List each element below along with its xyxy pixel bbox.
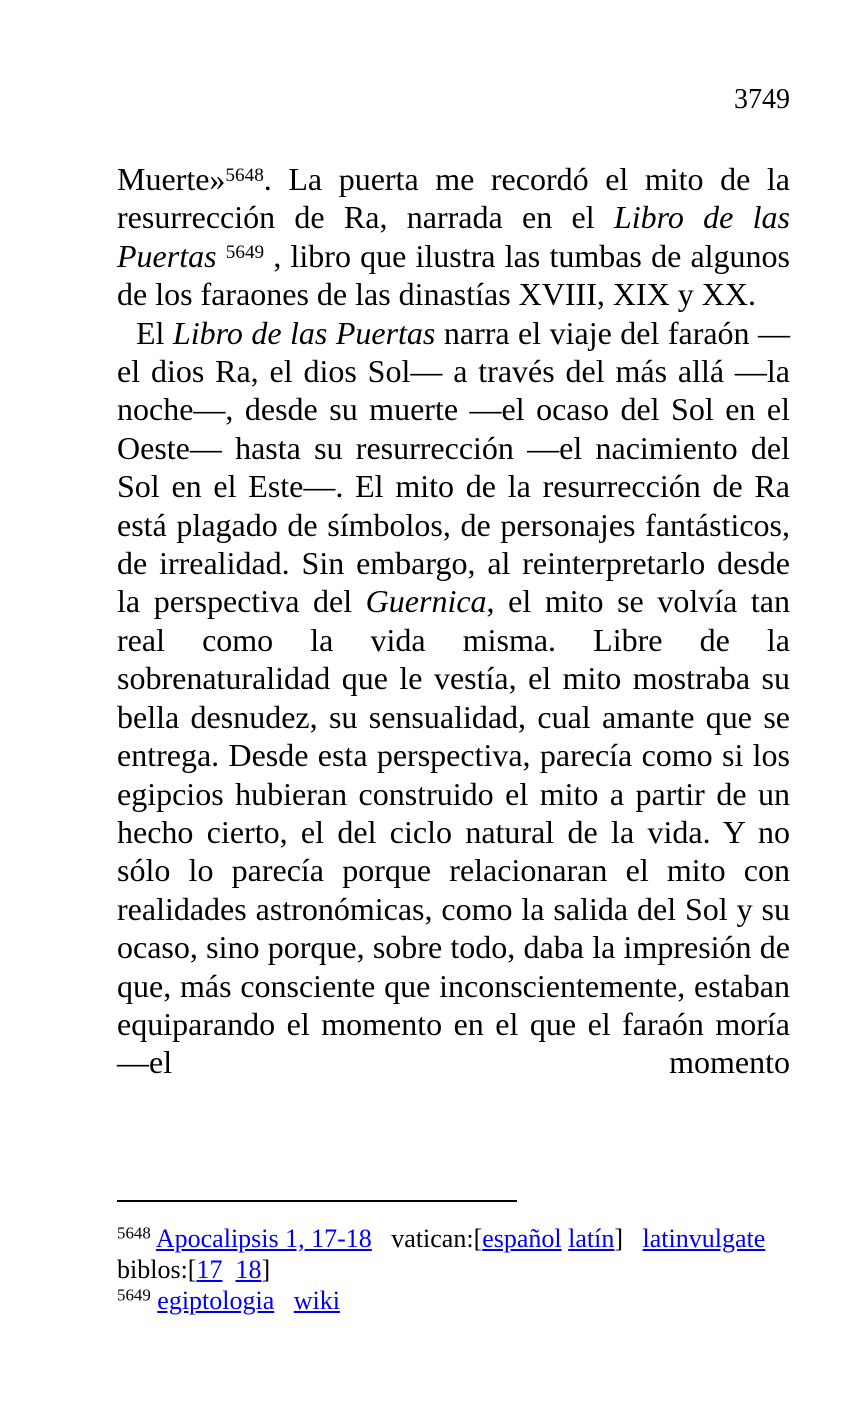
footnotes-section — [117, 1200, 790, 1316]
text-run: Muerte» — [117, 161, 226, 197]
text-run: El — [136, 314, 173, 351]
vatican-latin-link[interactable]: latín — [568, 1224, 615, 1253]
footnote — [117, 1285, 790, 1316]
text-run: biblos:[ — [117, 1255, 197, 1284]
text-run: , el mito se volvía tan real como la vida misma. Libre de la sobrenaturalidad que le vestía, el mito mostraba su bella desnudez, su sensualidad, cual amante que se entrega. Desde esta perspectiva, parecía como si los egipcios hubieran construido el mito a partir de un hecho cierto, el del ciclo natural de la vida. Y no sólo lo parecía porque relacionaran el mito con realidades astronómicas, como la salida del Sol y su ocaso, sino porque, sobre todo, daba la impresión de que, más consciente que inconscientemente, estaban equiparando el momento en el que el faraón moría —el momento — [117, 583, 790, 1081]
body-text — [117, 160, 790, 1082]
footnote-marker: 5648 — [117, 1223, 151, 1243]
wiki-link[interactable]: wiki — [293, 1286, 340, 1315]
text-run: narra el viaje del faraón —el dios Ra, el dios Sol— a través del más allá —la noche—, desde su muerte —el ocaso del Sol en el Oeste— hasta su resurrección —el nacimiento del Sol en el Este—. El mito de la resurrección de Ra está plagado de símbolos, de personajes fantásticos, de irrealidad. Sin embargo, al reinterpretarlo desde la perspectiva del — [117, 314, 791, 620]
paragraph — [117, 314, 790, 1082]
text-run: Libro de las Puertas — [172, 314, 436, 351]
text-run: . La puerta me recordó el mito de la resurrección de Ra, narrada en el — [117, 161, 790, 236]
footnote — [117, 1223, 790, 1285]
footnote-ref-superscript: 5648 — [225, 164, 264, 186]
footnote-ref-superscript: 5649 — [225, 241, 265, 263]
paragraph — [117, 160, 790, 314]
footnote-marker: 5649 — [117, 1285, 151, 1305]
text-run: Libro de las Puertas — [117, 199, 791, 274]
biblos-18-link[interactable]: 18 — [235, 1255, 262, 1284]
text-run: Guernica — [365, 583, 487, 620]
page-number: 3749 — [734, 84, 790, 115]
text-run: , libro que ilustra las tumbas de algunos de los faraones de las dinastías XVIII, XIX y XX. — [117, 237, 791, 313]
footnote-separator-rule — [117, 1200, 517, 1202]
apocalipsis-link[interactable]: Apocalipsis 1, 17-18 — [155, 1224, 372, 1253]
footnotes-list — [117, 1223, 790, 1316]
vatican-espanol-link[interactable]: español — [482, 1224, 562, 1253]
egiptologia-link[interactable]: egiptologia — [157, 1286, 275, 1315]
biblos-17-link[interactable]: 17 — [196, 1255, 223, 1284]
latinvulgate-link[interactable]: latinvulgate — [642, 1224, 766, 1253]
text-run — [274, 1286, 294, 1315]
text-run — [222, 1255, 235, 1284]
text-run: ] — [261, 1255, 271, 1284]
text-run: vatican:[ — [371, 1224, 483, 1253]
text-run: ] — [614, 1224, 643, 1253]
